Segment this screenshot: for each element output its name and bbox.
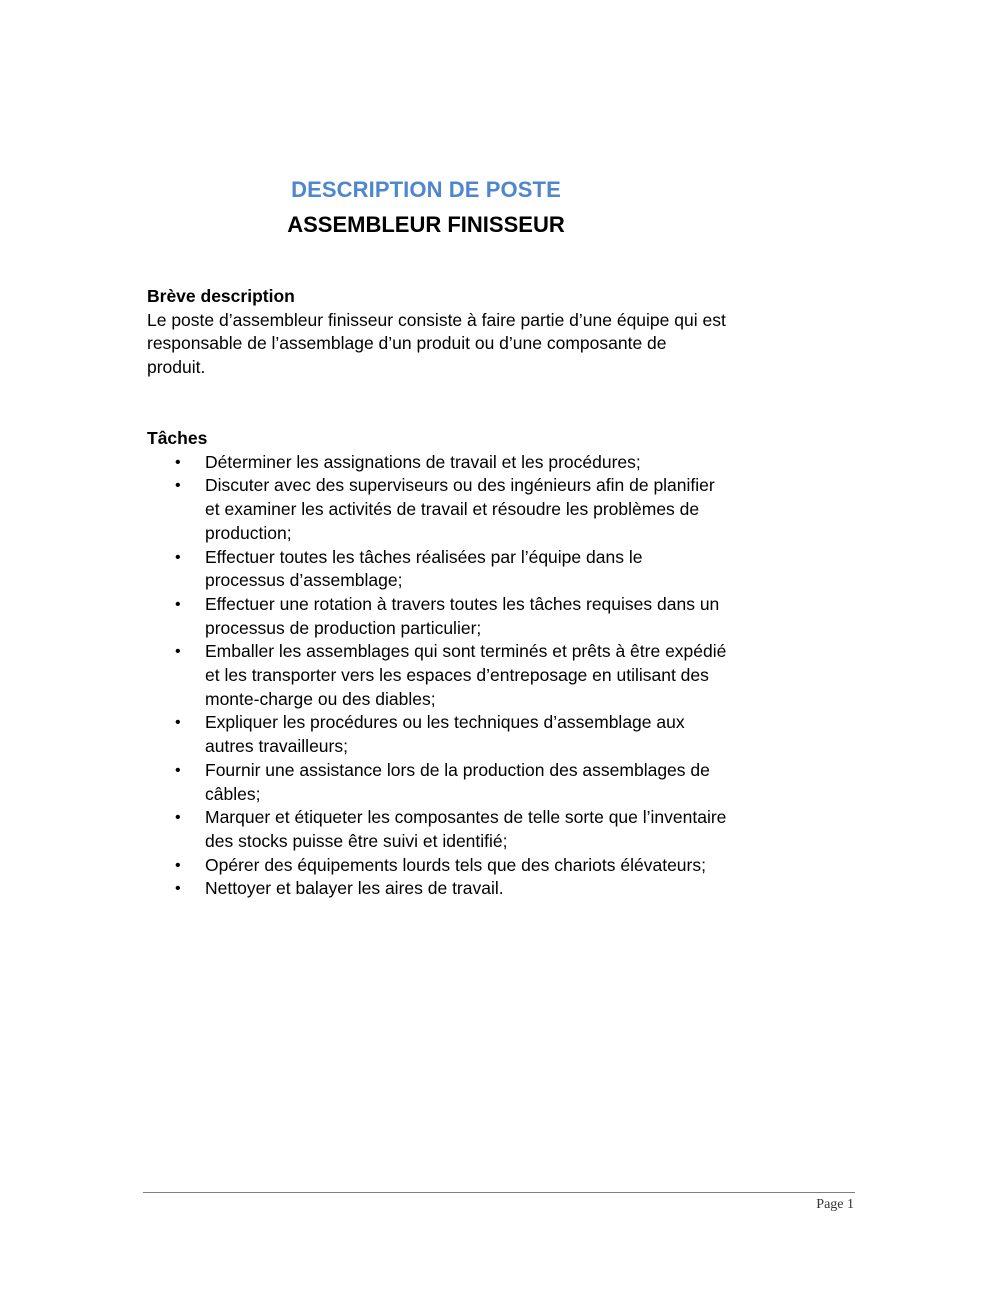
- document-title: DESCRIPTION DE POSTE: [291, 177, 561, 202]
- bullet-icon: •: [175, 761, 181, 779]
- title-block: [0, 174, 852, 241]
- task-text: Fournir une assistance lors de la production des assemblages de câbles;: [205, 759, 710, 804]
- task-text: Déterminer les assignations de travail et les procédures;: [205, 451, 641, 472]
- bullet-icon: •: [175, 714, 181, 732]
- task-item: [147, 474, 727, 545]
- bullet-icon: •: [175, 453, 181, 471]
- task-item: [147, 877, 727, 901]
- bullet-icon: •: [175, 880, 181, 898]
- tasks-section: [147, 427, 727, 901]
- brief-description-heading: Brève description: [147, 286, 295, 306]
- task-item: [147, 451, 727, 475]
- task-list: [147, 451, 727, 901]
- bullet-icon: •: [175, 477, 181, 495]
- task-text: Emballer les assemblages qui sont terminés et prêts à être expédié et les transporter vers les espaces d’entreposage en utilisant des monte-charge ou des diables;: [205, 641, 727, 709]
- page-number: Page 1: [816, 1197, 854, 1212]
- document-subtitle: ASSEMBLEUR FINISSEUR: [287, 212, 565, 237]
- task-item: [147, 806, 727, 853]
- task-text: Effectuer une rotation à travers toutes les tâches requises dans un processus de production particulier;: [205, 593, 720, 638]
- bullet-icon: •: [175, 856, 181, 874]
- task-item: [147, 546, 727, 593]
- task-item: [147, 640, 727, 711]
- bullet-icon: •: [175, 548, 181, 566]
- task-text: Effectuer toutes les tâches réalisées par l’équipe dans le processus d’assemblage;: [205, 546, 643, 591]
- tasks-heading: Tâches: [147, 428, 208, 448]
- task-text: Nettoyer et balayer les aires de travail.: [205, 878, 504, 899]
- task-text: Marquer et étiqueter les composantes de telle sorte que l’inventaire des stocks puisse être suivi et identifié;: [205, 807, 727, 851]
- task-item: [147, 759, 727, 806]
- task-item: [147, 854, 727, 878]
- task-text: Discuter avec des superviseurs ou des ingénieurs afin de planifier et examiner les activités de travail et résoudre les problèmes de production;: [205, 475, 715, 543]
- task-text: Opérer des équipements lourds tels que des chariots élévateurs;: [205, 854, 706, 875]
- brief-description-section: [147, 285, 727, 380]
- footer-divider: [143, 1192, 855, 1193]
- bullet-icon: •: [175, 595, 181, 613]
- bullet-icon: •: [175, 643, 181, 661]
- bullet-icon: •: [175, 809, 181, 827]
- task-item: [147, 593, 727, 640]
- task-text: Expliquer les procédures ou les techniques d’assemblage aux autres travailleurs;: [205, 712, 685, 757]
- task-item: [147, 711, 727, 758]
- brief-description-text: Le poste d’assembleur finisseur consiste à faire partie d’une équipe qui est responsable de l’assemblage d’un produit ou d’une composante de produit.: [147, 309, 726, 378]
